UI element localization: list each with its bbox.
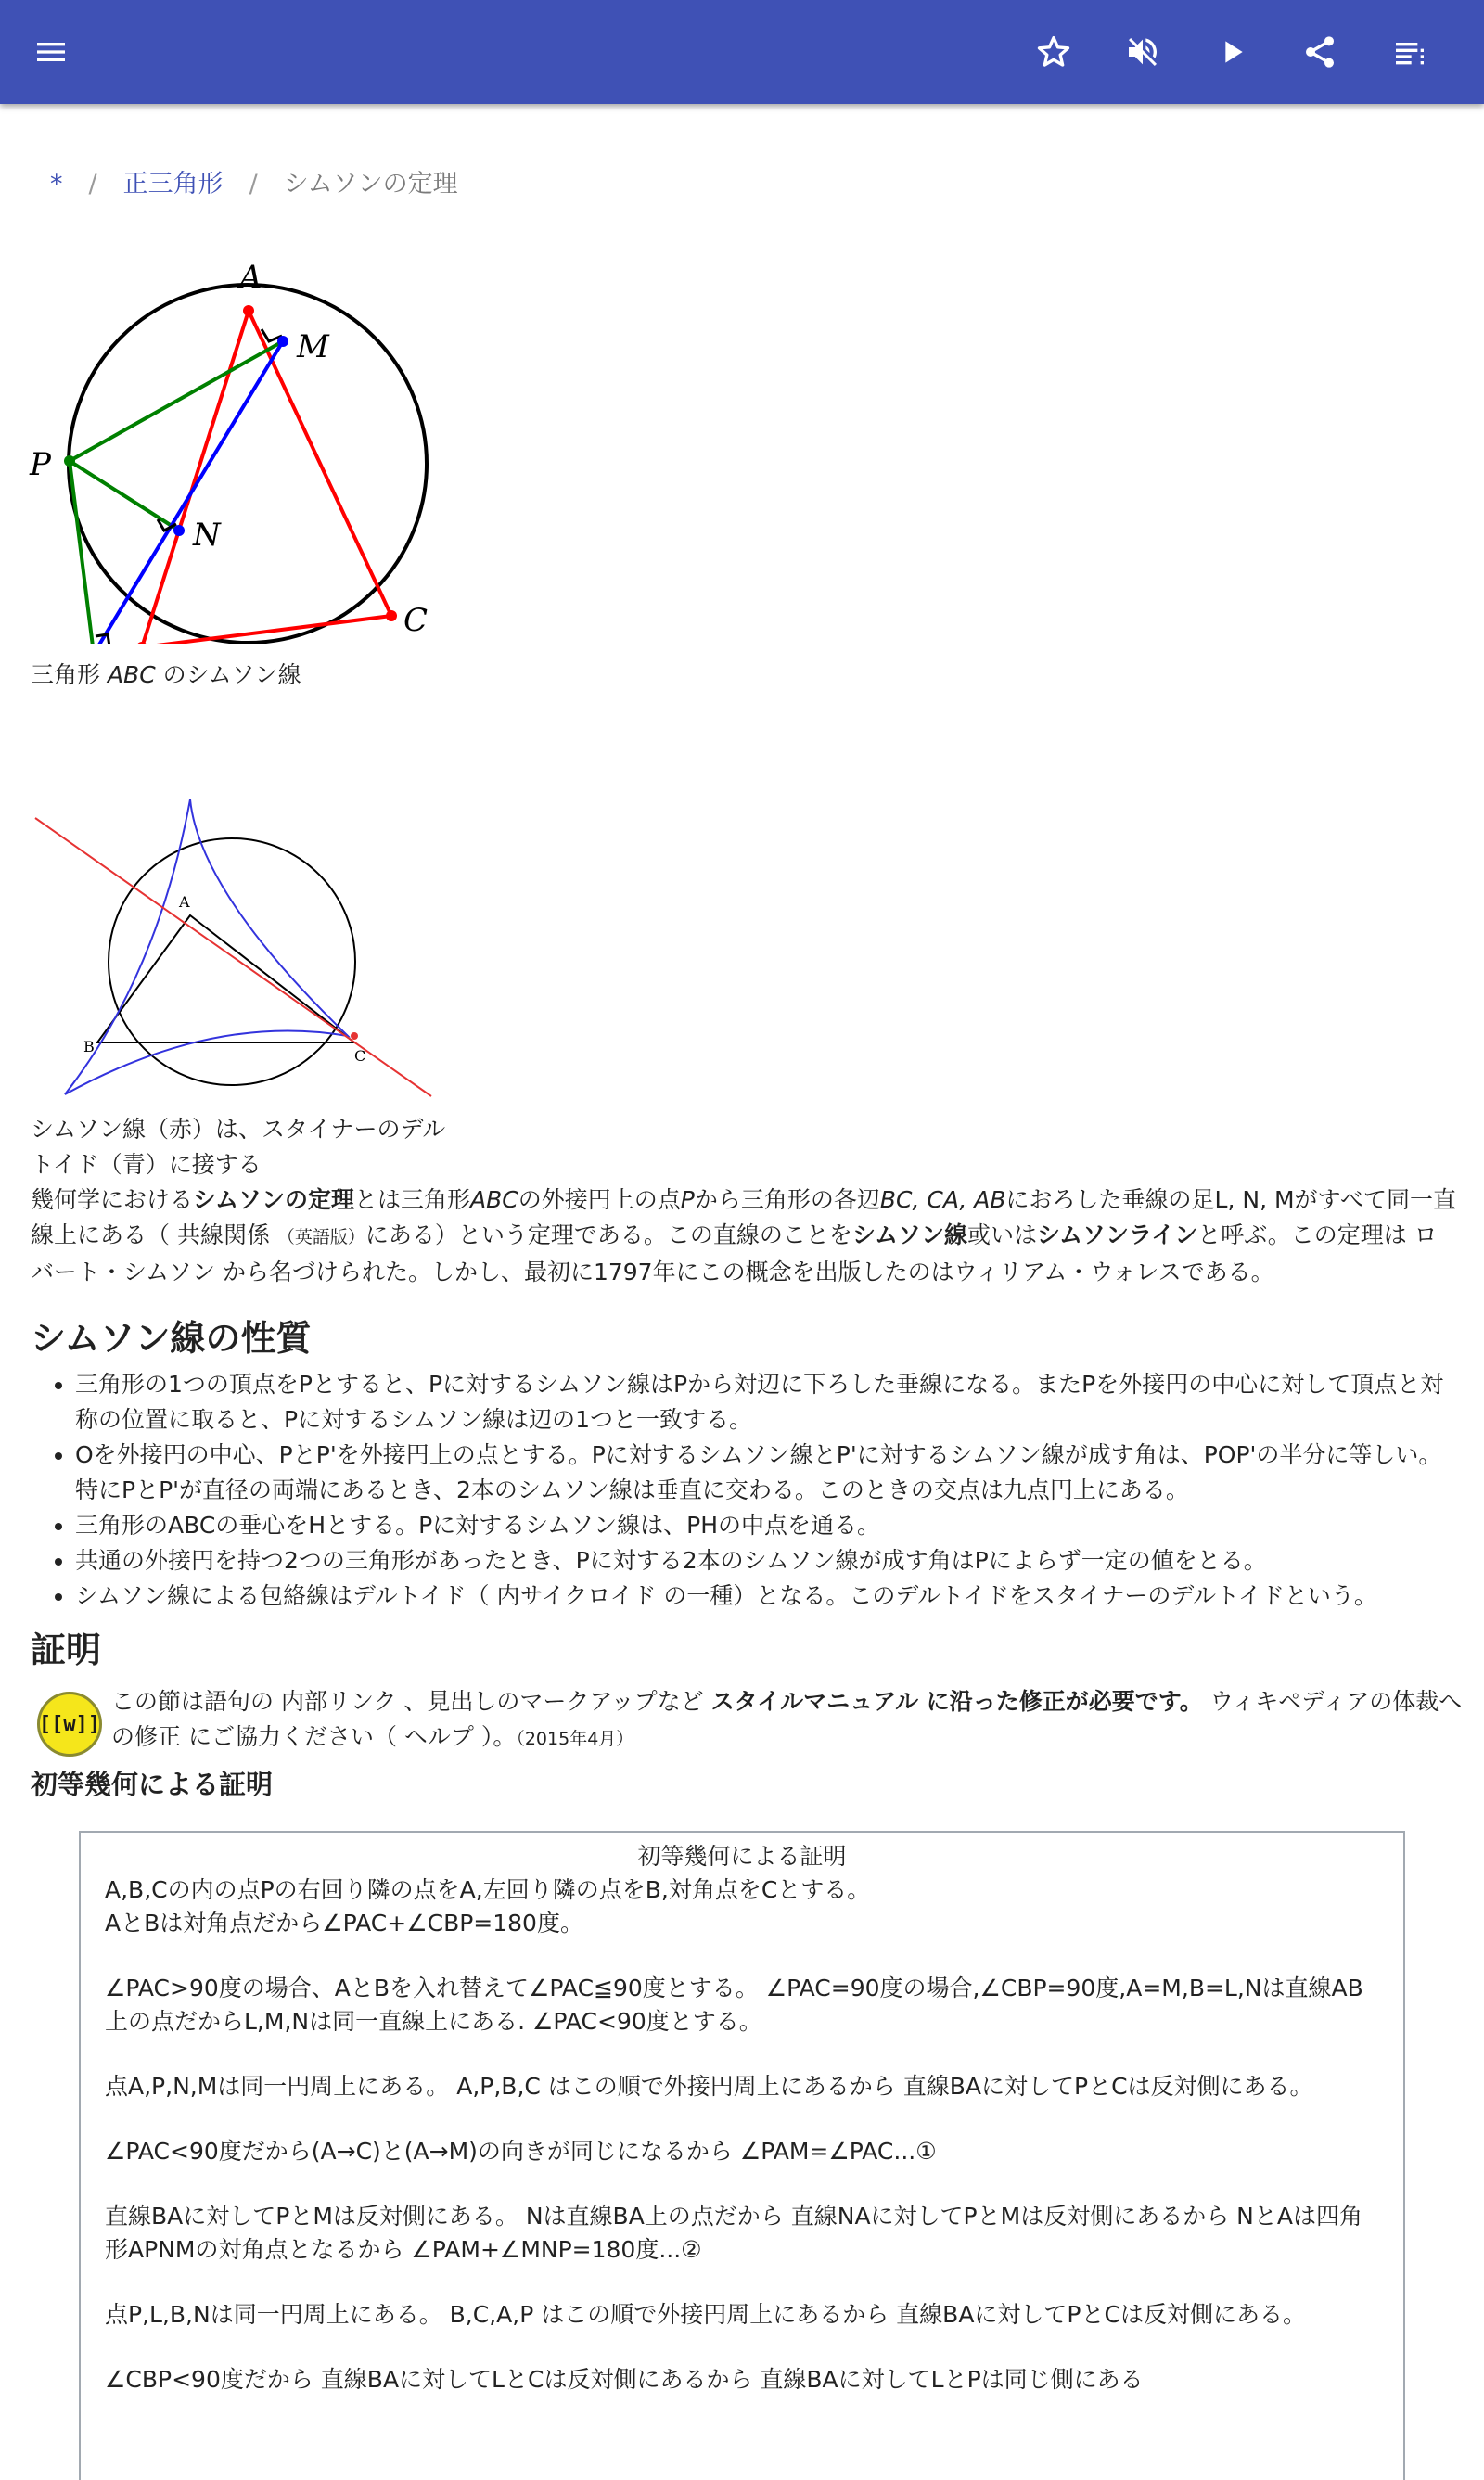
- list-item: • 三角形のABCの垂心をHとする。Pに対するシムソン線は、PHの中点を通る。: [75, 1508, 1464, 1543]
- proof-box-title: 初等幾何による証明: [637, 1843, 847, 1870]
- play-icon: [1213, 33, 1250, 70]
- figure2-caption: シムソン線（赤）は、スタイナーのデルトイド（青）に接する: [31, 1116, 446, 1178]
- breadcrumb-parent[interactable]: 正三角形: [122, 170, 224, 198]
- interlanguage-link[interactable]: （英語版）: [276, 1227, 365, 1247]
- label-n: N: [193, 517, 221, 554]
- breadcrumb-current: シムソンの定理: [283, 170, 458, 198]
- list-item: • シムソン線による包絡線はデルトイド（ 内サイクロイド の一種）となる。このデルトイドをスタイナーのデルトイドという。: [75, 1579, 1464, 1614]
- elementary-proof-heading: 初等幾何による証明: [31, 1769, 274, 1800]
- breadcrumb: [50, 163, 458, 199]
- deltoid-label-c: C: [354, 1047, 366, 1065]
- deltoid-label-b: B: [83, 1038, 95, 1055]
- share-icon: [1301, 33, 1338, 70]
- breadcrumb-separator: /: [88, 170, 97, 198]
- label-m: M: [297, 328, 329, 365]
- notice-text: この節は語句の 内部リンク 、見出しのマークアップなど スタイルマニュアル に沿った修正が必要です。 ウィキペディアの体裁への修正 にご協力ください（ ヘルプ ）。（2015年4月）: [111, 1688, 1463, 1750]
- app-bar: [0, 0, 1484, 104]
- menu-button[interactable]: [21, 22, 81, 82]
- share-button[interactable]: [1290, 22, 1350, 82]
- deltoid-figure[interactable]: [28, 697, 445, 1115]
- bookmark-button[interactable]: [1024, 22, 1083, 82]
- mute-button[interactable]: [1113, 22, 1172, 82]
- label-a: A: [239, 259, 262, 296]
- play-button[interactable]: [1202, 22, 1261, 82]
- list-item: • 三角形の1つの頂点をPとすると、Pに対するシムソン線はPから対辺に下ろした垂線になる。またPを外接円の中心に対して頂点と対称の位置に取ると、Pに対するシムソン線は辺の1つと一致する。: [75, 1367, 1464, 1438]
- mute-icon: [1124, 33, 1161, 70]
- intro-paragraph: 幾何学におけるシムソンの定理とは三角形ABCの外接円上の点Pから三角形の各辺BC, CA, ABにおろした垂線の足L, N, Mがすべて同一直線上にある（ 共線関係 （英語版）にある）という定理である。この直線のことをシムソン線或いはシムソンラインと呼ぶ。この定理は ロバート・シムソン から名づけられた。しかし、最初に1797年にこの概念を出版したのはウィリアム・ウォレスである。: [31, 1186, 1457, 1285]
- wiki-cleanup-icon: [[w]]: [37, 1692, 102, 1757]
- simson-line-figure[interactable]: [28, 232, 436, 644]
- proof-paragraph: A,B,Cの内の点Pの右回り隣の点をA,左回り隣の点をB,対角点をCとする。 AとBは対角点だから∠PAC+∠CBP=180度。: [105, 1876, 871, 1937]
- menu-icon: [32, 33, 70, 70]
- proof-paragraph: 点A,P,N,Mは同一円周上にある。 A,P,B,C はこの順で外接円周上にあるから 直線BAに対してPとCは反対側にある。: [105, 2073, 1313, 2100]
- label-p: P: [30, 446, 51, 483]
- proof-paragraph: ∠PAC>90度の場合、AとBを入れ替えて∠PAC≦90度とする。 ∠PAC=90度の場合,∠CBP=90度,A=M,B=L,Nは直線AB上の点だからL,M,Nは同一直線上にある. ∠PAC<90度とする。: [105, 1975, 1363, 2035]
- figure1-caption: 三角形 ABC のシムソン線: [31, 661, 301, 688]
- breadcrumb-home[interactable]: *: [50, 170, 63, 198]
- properties-heading: シムソン線の性質: [31, 1318, 312, 1359]
- proof-paragraph: 直線BAに対してPとMは反対側にある。 Nは直線BA上の点だから 直線NAに対してPとMは反対側にあるから NとAは四角形APNMの対角点となるから ∠PAM+∠MNP=180度...②: [105, 2203, 1362, 2263]
- deltoid-label-a: A: [179, 893, 190, 911]
- label-c: C: [403, 602, 429, 639]
- breadcrumb-separator: /: [249, 170, 258, 198]
- proof-paragraph: 点P,L,B,Nは同一円周上にある。 B,C,A,P はこの順で外接円周上にあるから 直線BAに対してPとCは反対側にある。: [105, 2301, 1306, 2328]
- proof-paragraph: ∠PAC<90度だから(A→C)と(A→M)の向きが同じになるから ∠PAM=∠PAC...①: [105, 2138, 937, 2165]
- properties-list: [31, 1367, 1464, 1614]
- playlist-button[interactable]: [1380, 22, 1439, 82]
- list-item: • Oを外接円の中心、PとP'を外接円上の点とする。Pに対するシムソン線とP'に対するシムソン線が成す角は、POP'の半分に等しい。特にPとP'が直径の両端にあるとき、2本のシムソン線は垂直に交わる。このときの交点は九点円上にある。: [75, 1438, 1464, 1508]
- playlist-icon: [1391, 33, 1428, 70]
- star-icon: [1035, 33, 1072, 70]
- proof-box: [79, 1831, 1405, 2480]
- proof-heading: 証明: [31, 1630, 102, 1670]
- list-item: • 共通の外接円を持つ2つの三角形があったとき、Pに対する2本のシムソン線が成す角はPによらず一定の値をとる。: [75, 1543, 1464, 1579]
- proof-paragraph: ∠CBP<90度だから 直線BAに対してLとCは反対側にあるから 直線BAに対してLとPは同じ側にある: [105, 2366, 1144, 2393]
